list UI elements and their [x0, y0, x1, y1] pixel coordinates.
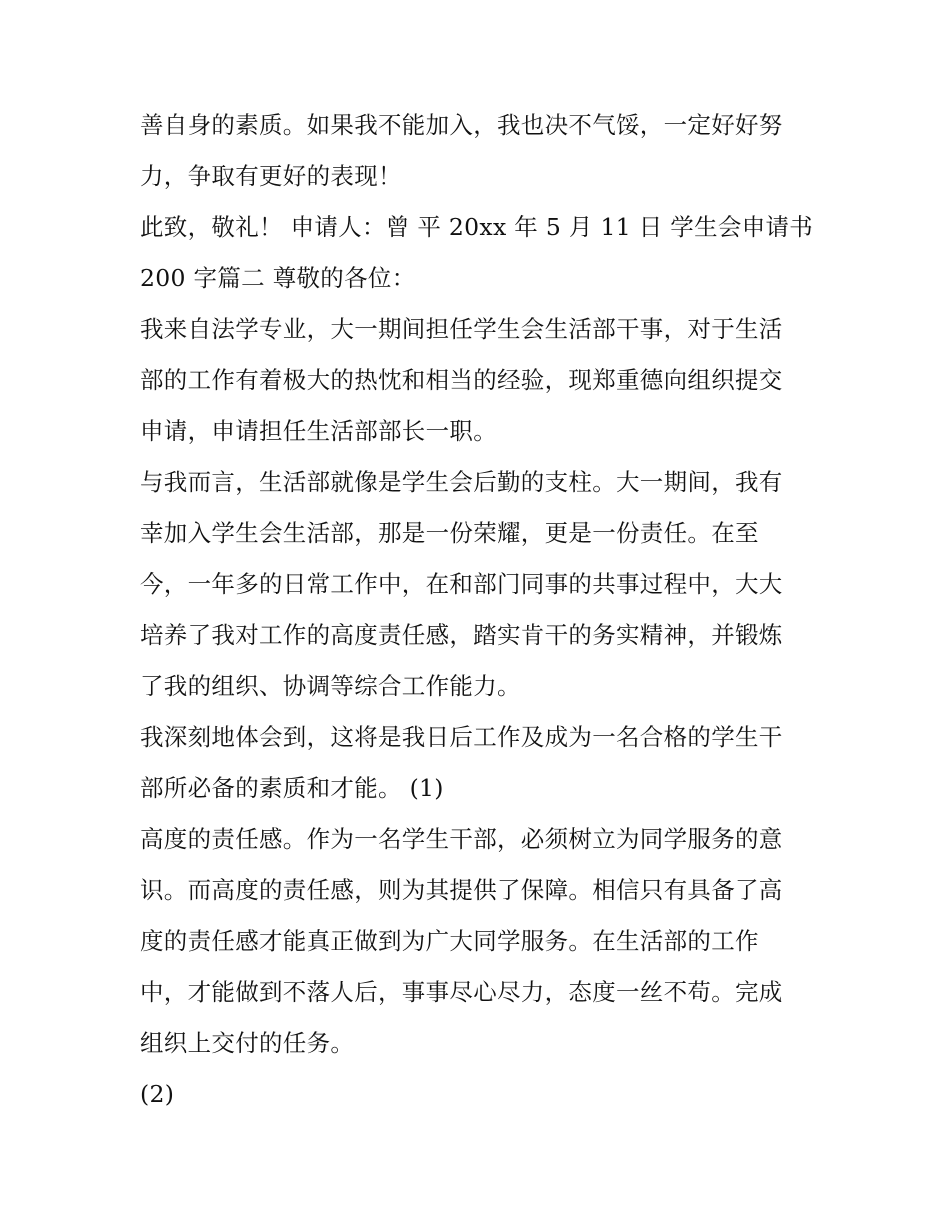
text-line-16: 识。而高度的责任感，则为其提供了保障。相信只有具备了高: [140, 876, 783, 904]
text-line-20: (2): [140, 1080, 175, 1108]
text-line-12: 了我的组织、协调等综合工作能力。: [140, 672, 521, 700]
text-line-18: 中，才能做到不落人后，事事尽心尽力，态度一丝不苟。完成: [140, 978, 783, 1006]
text-line-10: 今，一年多的日常工作中，在和部门同事的共事过程中，大大: [140, 570, 783, 598]
text-line-6: 部的工作有着极大的热忱和相当的经验，现郑重德向组织提交: [140, 366, 783, 394]
document-body: [140, 100, 840, 1120]
text-line-15: 高度的责任感。作为一名学生干部，必须树立为同学服务的意: [140, 825, 783, 853]
text-line-7: 申请，申请担任生活部部长一职。: [140, 417, 497, 445]
text-line-8: 与我而言，生活部就像是学生会后勤的支柱。大一期间，我有: [140, 468, 783, 496]
text-line-2: 力，争取有更好的表现！: [140, 162, 402, 190]
text-line-9: 幸加入学生会生活部，那是一份荣耀，更是一份责任。在至: [140, 519, 759, 547]
text-line-17: 度的责任感才能真正做到为广大同学服务。在生活部的工作: [140, 927, 759, 955]
text-line-13: 我深刻地体会到，这将是我日后工作及成为一名合格的学生干: [140, 723, 783, 751]
text-line-3: 此致，敬礼！ 申请人：曾 平 20xx 年 5 月 11 日 学生会申请书: [140, 213, 814, 241]
text-line-1: 善自身的素质。如果我不能加入，我也决不气馁，一定好好努: [140, 111, 783, 139]
text-line-4: 200 字篇二 尊敬的各位：: [140, 264, 416, 292]
text-line-5: 我来自法学专业，大一期间担任学生会生活部干事，对于生活: [140, 315, 783, 343]
text-line-19: 组织上交付的任务。: [140, 1029, 355, 1057]
text-line-11: 培养了我对工作的高度责任感，踏实肯干的务实精神，并锻炼: [140, 621, 783, 649]
text-line-14: 部所必备的素质和才能。 (1): [140, 774, 444, 802]
